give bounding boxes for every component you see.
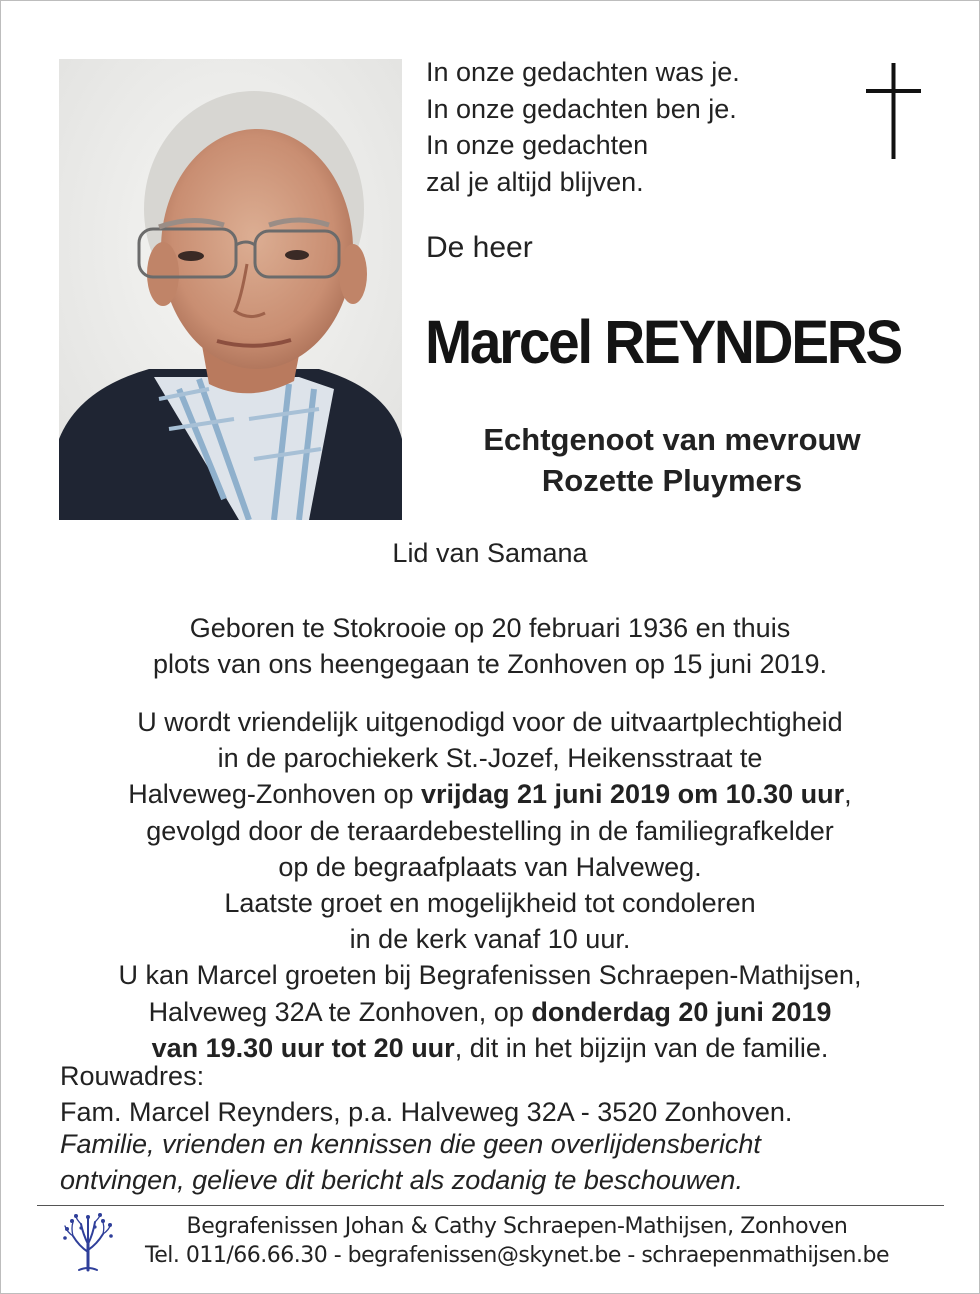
visitation-date: donderdag 20 juni 2019 bbox=[531, 996, 832, 1027]
service-info bbox=[0, 704, 980, 1066]
service-line: U wordt vriendelijk uitgenodigd voor de uitvaartplechtigheid bbox=[137, 707, 843, 737]
service-text: , bbox=[844, 779, 852, 810]
note-line: ontvingen, gelieve dit bericht als zodanig te beschouwen. bbox=[60, 1165, 743, 1195]
service-line: U kan Marcel groeten bij Begrafenissen Schraepen-Mathijsen, bbox=[118, 960, 862, 991]
poem bbox=[426, 54, 740, 200]
service-text: , dit in het bijzijn van de familie. bbox=[454, 1032, 829, 1063]
service-line: gevolgd door de teraardebestelling in de familiegrafkelder bbox=[146, 815, 834, 846]
poem-line: In onze gedachten bbox=[426, 130, 649, 160]
cross-icon bbox=[866, 63, 921, 159]
service-line: in de parochiekerk St.-Jozef, Heikensstraat te bbox=[217, 743, 763, 774]
funeral-home-name: Begrafenissen Johan & Cathy Schraepen-Mathijsen, Zonhoven bbox=[186, 1214, 848, 1239]
notice-note bbox=[60, 1126, 761, 1198]
service-text: Halveweg 32A te Zonhoven, op bbox=[148, 996, 532, 1027]
birth-death-info bbox=[0, 610, 980, 682]
mourning-address bbox=[60, 1058, 792, 1130]
spouse-line: Echtgenoot van mevrouw bbox=[483, 422, 861, 457]
note-line: Familie, vrienden en kennissen die geen overlijdensbericht bbox=[60, 1129, 761, 1159]
spouse-info bbox=[418, 419, 926, 501]
deceased-name: Marcel REYNDERS bbox=[425, 308, 901, 376]
service-line bbox=[0, 776, 980, 812]
poem-line: In onze gedachten was je. bbox=[426, 57, 740, 87]
service-line: op de begraafplaats van Halveweg. bbox=[278, 851, 702, 882]
service-text: Halveweg-Zonhoven op bbox=[128, 779, 421, 810]
address-label: Rouwadres: bbox=[60, 1061, 205, 1091]
service-line: in de kerk vanaf 10 uur. bbox=[349, 924, 631, 955]
poem-line: In onze gedachten ben je. bbox=[426, 93, 737, 124]
portrait-photo bbox=[59, 59, 402, 520]
death-line: plots van ons heengegaan te Zonhoven op 15 juni 2019. bbox=[152, 649, 828, 679]
poem-line: zal je altijd blijven. bbox=[426, 166, 644, 197]
visitation-time: van 19.30 uur tot 20 uur bbox=[151, 1032, 455, 1063]
footer-divider bbox=[37, 1205, 944, 1206]
honorific: De heer bbox=[426, 231, 533, 264]
funeral-home-contact: Tel. 011/66.66.30 - begrafenissen@skynet.be - schraepenmathijsen.be bbox=[145, 1243, 889, 1268]
birth-line: Geboren te Stokrooie op 20 februari 1936 en thuis bbox=[189, 613, 791, 643]
tree-logo-icon bbox=[61, 1212, 115, 1272]
service-line bbox=[0, 994, 980, 1030]
service-line: Laatste groet en mogelijkheid tot condoleren bbox=[224, 888, 756, 919]
membership: Lid van Samana bbox=[392, 538, 588, 568]
spouse-name: Rozette Pluymers bbox=[541, 463, 803, 498]
service-date: vrijdag 21 juni 2019 om 10.30 uur bbox=[420, 779, 845, 810]
address-line: Fam. Marcel Reynders, p.a. Halveweg 32A - 3520 Zonhoven. bbox=[60, 1097, 793, 1127]
